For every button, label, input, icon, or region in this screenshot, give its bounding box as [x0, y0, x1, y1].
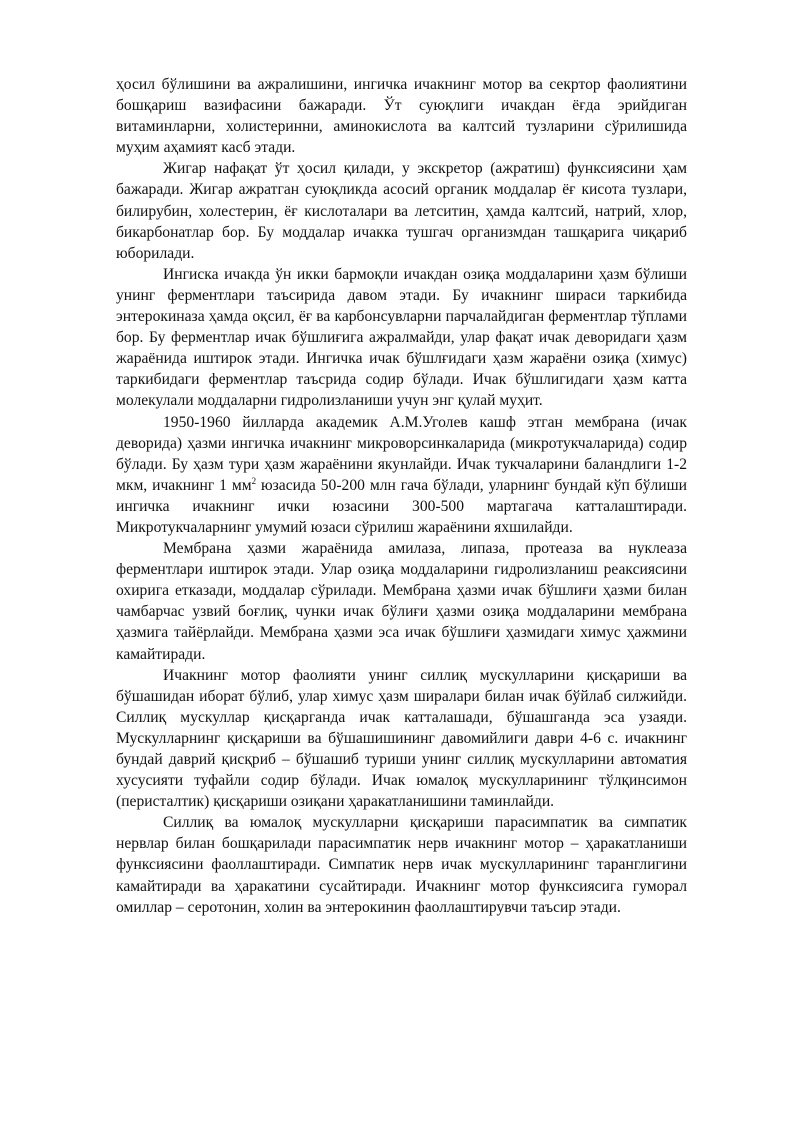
paragraph-5: Мембрана ҳазми жараёнида амилаза, липаза, протеаза ва нуклеаза ферментлари иштирок этади. Улар озиқа моддаларини гидролизланиш реаксиясини охирига етказади, моддалар сўрилади. Мембрана ҳазми ичак бўшлиғи ҳазми билан чамбарчас узвий боғлиқ, чунки ичак бўлиғи ҳазми озиқа моддаларини мембрана ҳазмига тайёрлайди. Мембрана ҳазми эса ичак бўшлиғи ҳазмидаги химус ҳажмини камайтиради.: [116, 540, 687, 663]
paragraph-7: Силлиқ ва юмалоқ мускулларни қисқариши парасимпатик ва симпатик нервлар билан бошқарилади парасимпатик нерв ичакнинг мотор – ҳаракатланиши функсиясини фаоллаштиради. Симпатик нерв ичак мускулларининг таранглигини камайтиради ва ҳаракатини сусайтиради. Ичакнинг мотор функсиясига гуморал омиллар – серотонин, холин ва энтерокинин фаоллаштирувчи таъсир этади.: [116, 814, 687, 916]
paragraph-6: Ичакнинг мотор фаолияти унинг силлиқ мускулларини қисқариши ва бўшашидан иборат бўлиб, улар химус ҳазм ширалари билан ичак бўйлаб силжийди. Силлиқ мускуллар қисқарганда ичак катталашади, бўшашганда эса узаяди. Мускулларнинг қисқариши ва бўшашишининг давомийлиги даври 4-6 с. ичакнинг бундай даврий қисқриб – бўшашиб туриши унинг силлиқ мускулларини автоматия хусусияти туфайли содир бўлади. Ичак юмалоқ мускулларининг тўлқинсимон (перисталтик) қисқариши озиқани ҳаракатланишини таминлайди.: [116, 666, 687, 811]
paragraph-1: ҳосил бўлишини ва ажралишини, ингичка ичакнинг мотор ва секртор фаолиятини бошқариш вазифасини бажаради. Ўт суюқлиги ичакдан ёғда эрийдиган витаминларни, холистеринни, аминокислота ва калтсий тузларини сўрилишида муҳим аҳамият касб этади.: [116, 76, 687, 157]
paragraph-4-text-after: юзасида 50-200 млн гача бўлади, уларнинг бундай кўп бўлиши ингичка ичакнинг ички юзасини 300-500 мартагача катталаштиради. Микротукчаларнинг умумий юзаси сўрилиш жараёнини яхшилайди.: [116, 476, 687, 536]
paragraph-2: Жигар нафақат ўт ҳосил қилади, у экскретор (ажратиш) функсиясини ҳам бажаради. Жигар ажратган суюқликда асосий органик моддалар ёғ кисота тузлари, билирубин, холестерин, ёғ кислоталари ва летситин, ҳамда калтсий, натрий, хлор, бикарбонатлар бор. Бу моддалар ичакка тушгач организмдан ташқарига чиқариб юборилади.: [116, 160, 687, 262]
paragraph-4: [116, 412, 687, 539]
paragraph-3: Ингиска ичакда ўн икки бармоқли ичакдан озиқа моддаларини ҳазм бўлиши унинг ферментлари таъсирида давом этади. Бу ичакнинг шираси таркибида энтерокиназа ҳамда оқсил, ёғ ва карбонсувларни парчалайдиган ферментлар тўплами бор. Бу ферментлар ичак бўшлиғига ажралмайди, улар фақат ичак деворидаги ҳазм жараёнида иштирок этади. Ингичка ичак бўшлғидаги ҳазм жараёни озиқа (химус) таркибидаги ферментлар таъсрида содир бўлади. Ичак бўшлигидаги ҳазм катта молекулали моддаларни гидролизланиши учун энг қулай муҳит.: [116, 265, 687, 410]
paragraph-4-text-before: 1950-1960 йилларда академик А.М.Уголев кашф этган мембрана (ичак деворида) ҳазми ингичка ичакнинг микроворсинкаларида (микротукчаларида) содир бўлади. Бу ҳазм тури ҳазм жараёнини якунлайди. Ичак тукчаларини баландлиги 1-2 мкм, ичакнинг 1 мм: [116, 413, 687, 494]
document-page: [116, 74, 687, 918]
superscript-squared: 2: [251, 475, 257, 486]
